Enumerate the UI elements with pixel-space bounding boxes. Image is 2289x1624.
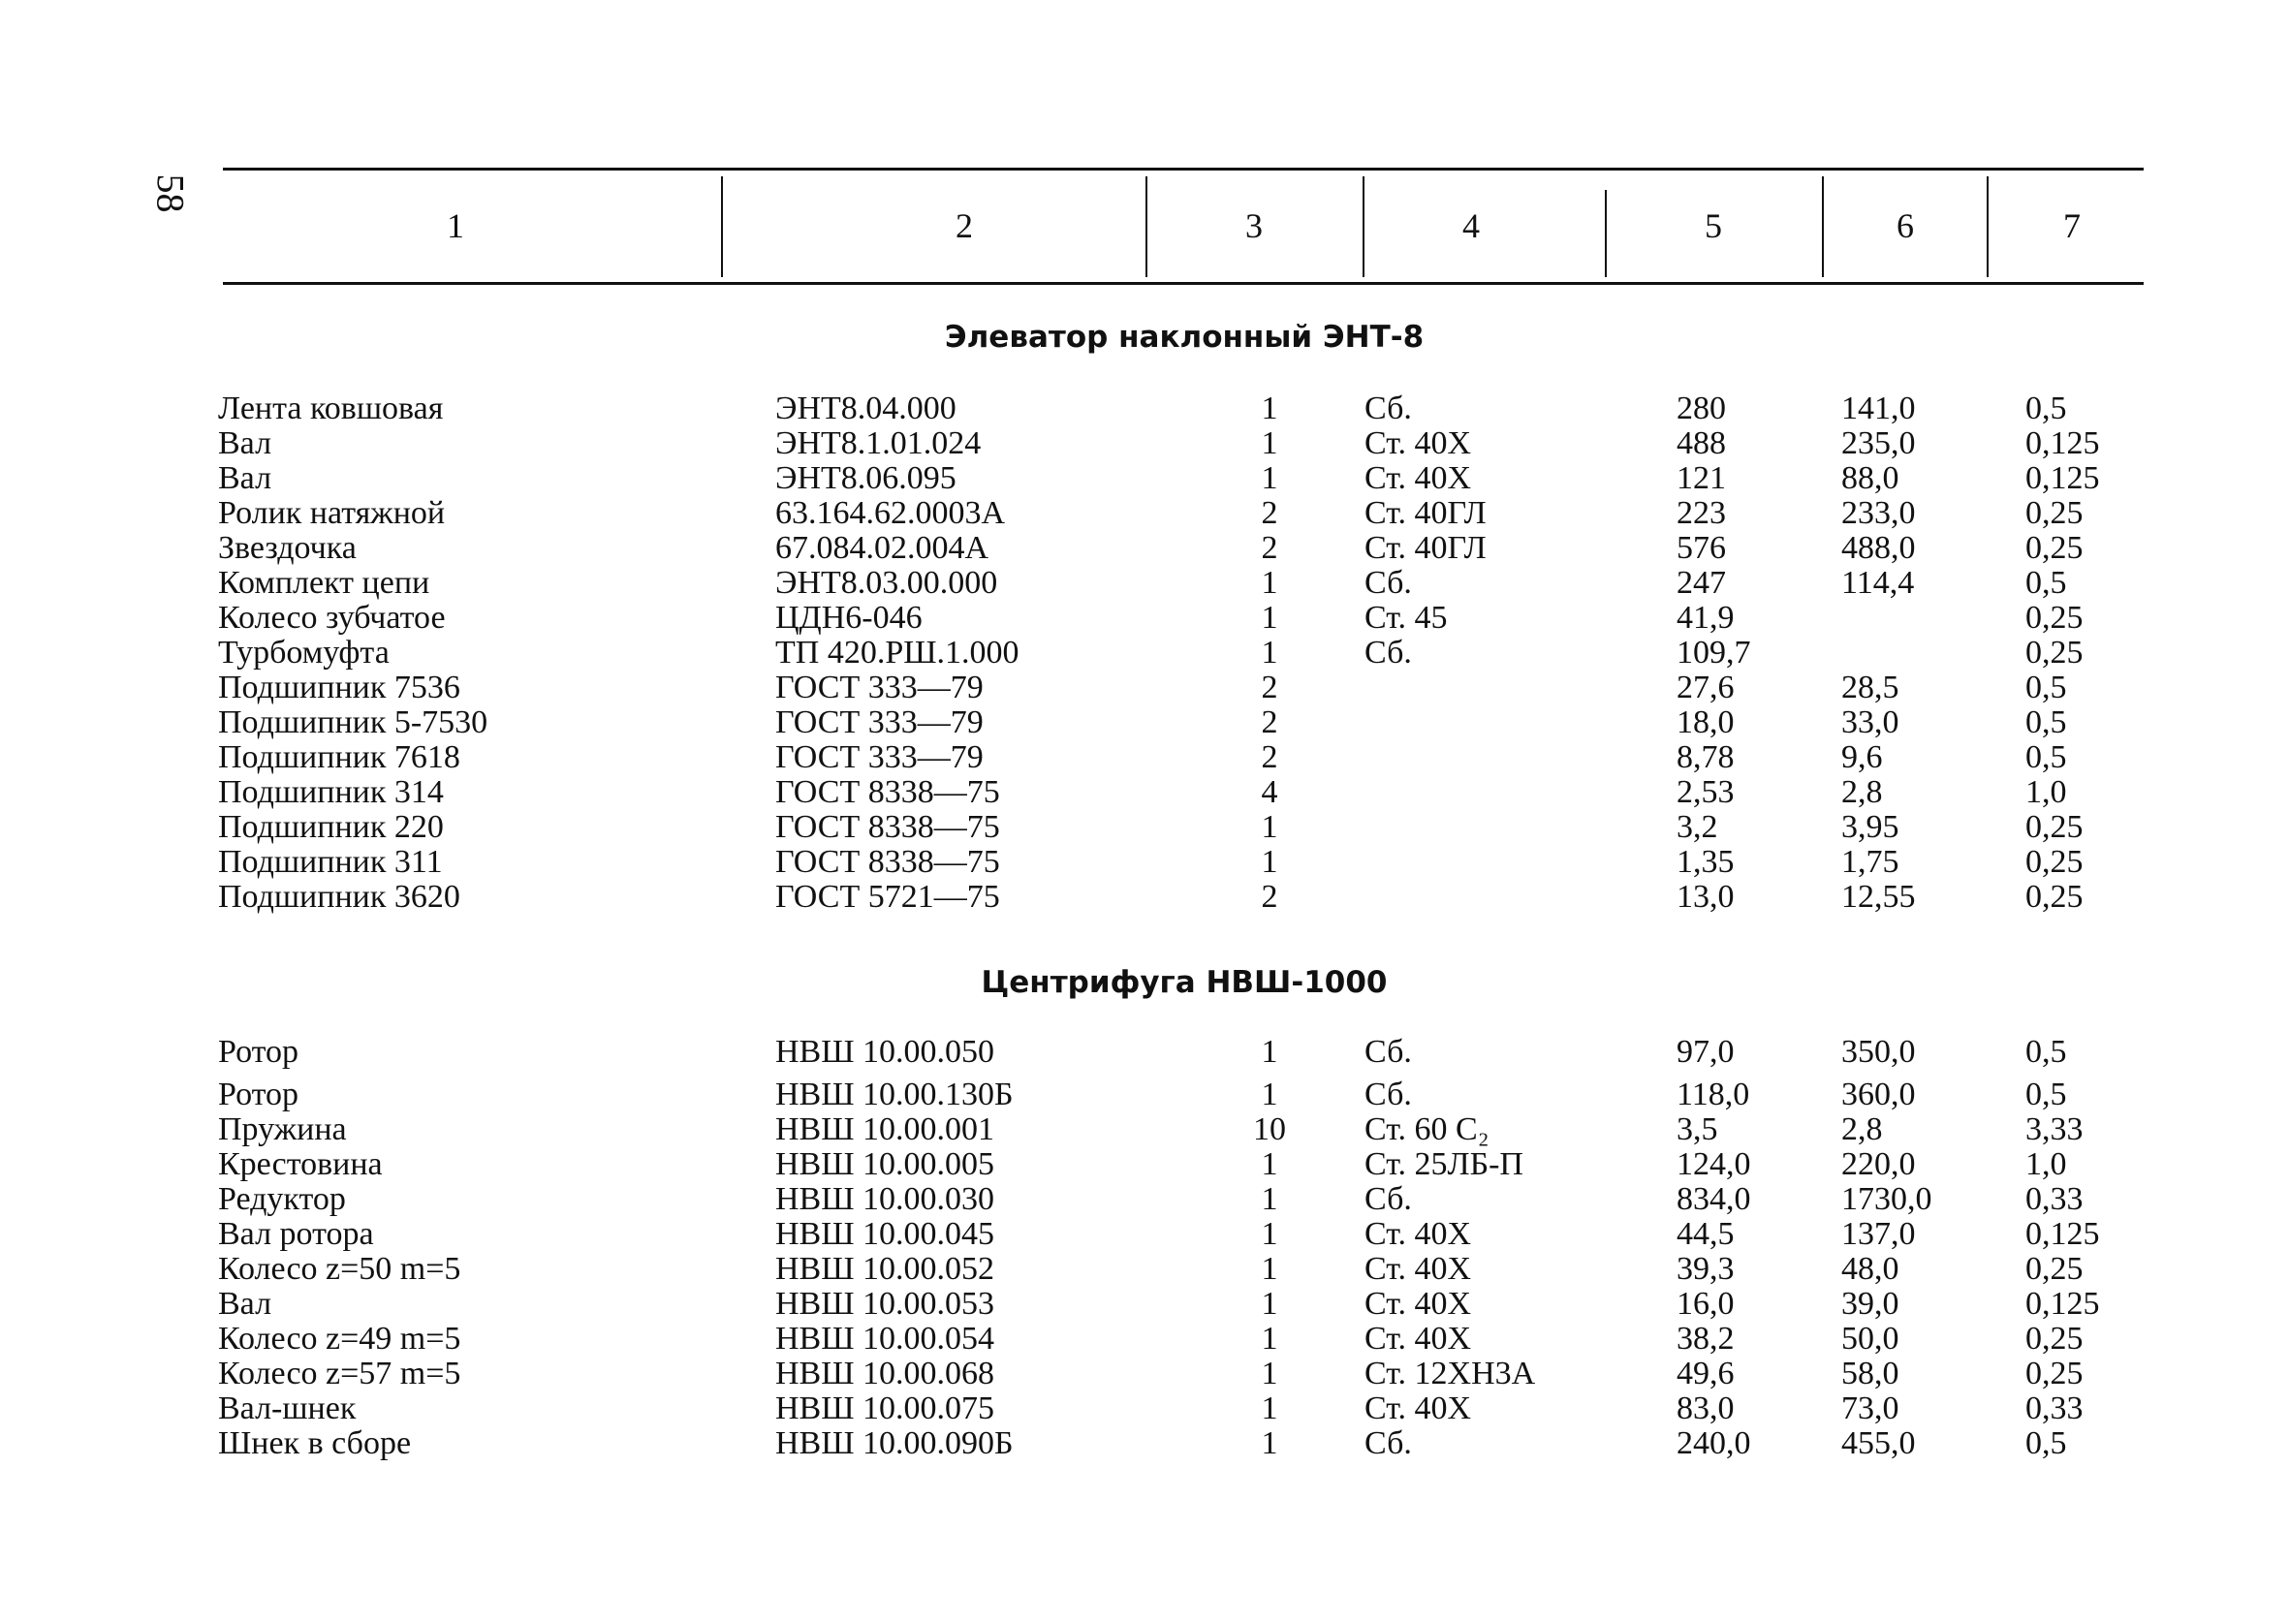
table-cell: 41,9 (1677, 600, 1735, 636)
table-cell: НВШ 10.00.053 (775, 1286, 995, 1322)
table-cell: 13,0 (1677, 879, 1735, 915)
table-cell: 88,0 (1841, 460, 1899, 496)
table-cell: 0,25 (2025, 879, 2084, 915)
table-cell: 455,0 (1841, 1425, 1916, 1461)
table-cell: 2,8 (1841, 1111, 1883, 1147)
table-cell: НВШ 10.00.005 (775, 1146, 995, 1182)
table-cell: 114,4 (1841, 565, 1915, 601)
table-cell: Шнек в сборе (218, 1425, 412, 1461)
quantity-value: 1 (1261, 844, 1278, 880)
table-cell: Ст. 40Х (1364, 1390, 1472, 1426)
table-row (0, 845, 2289, 880)
table-cell: Колесо z=49 m=5 (218, 1321, 461, 1357)
table-row (0, 636, 2289, 671)
table-cell: НВШ 10.00.090Б (775, 1425, 1014, 1461)
table-cell: 27,6 (1677, 670, 1735, 705)
table-cell: 240,0 (1677, 1425, 1751, 1461)
table-cell: 3,2 (1677, 809, 1718, 845)
column-separator (721, 176, 723, 277)
table-cell: 12,55 (1841, 879, 1916, 915)
quantity-value: 1 (1261, 1286, 1278, 1322)
table-cell: 16,0 (1677, 1286, 1735, 1322)
table-cell: Колесо зубчатое (218, 600, 446, 636)
table-cell: НВШ 10.00.030 (775, 1181, 995, 1217)
table-cell: Вал ротора (218, 1216, 374, 1252)
table-cell: 233,0 (1841, 495, 1916, 531)
table-cell: 28,5 (1841, 670, 1899, 705)
column-separator (1987, 176, 1989, 277)
table-cell: НВШ 10.00.050 (775, 1034, 995, 1070)
table-cell: НВШ 10.00.052 (775, 1251, 995, 1287)
table-cell: Сб. (1364, 1034, 1412, 1070)
quantity-value: 2 (1261, 879, 1278, 915)
table-row (0, 705, 2289, 740)
table-cell: 18,0 (1677, 704, 1735, 740)
table-cell: 360,0 (1841, 1077, 1916, 1112)
table-cell: 488,0 (1841, 530, 1916, 566)
table-cell: ГОСТ 8338—75 (775, 809, 1000, 845)
table-cell: 0,5 (2025, 565, 2067, 601)
table-cell: 0,25 (2025, 1251, 2084, 1287)
table-cell: 50,0 (1841, 1321, 1899, 1357)
quantity-value: 1 (1261, 1216, 1278, 1252)
table-cell: Пружина (218, 1111, 347, 1147)
table-cell: Ст. 40Х (1364, 1251, 1472, 1287)
table-row (0, 1147, 2289, 1182)
table-cell: Вал (218, 460, 272, 496)
table-cell: ГОСТ 5721—75 (775, 879, 1000, 915)
table-cell: НВШ 10.00.045 (775, 1216, 995, 1252)
table-cell: 0,25 (2025, 1321, 2084, 1357)
quantity-value: 1 (1261, 565, 1278, 601)
table-cell: Вал (218, 425, 272, 461)
table-cell: 118,0 (1677, 1077, 1750, 1112)
table-cell: Сб. (1364, 565, 1412, 601)
table-cell: ЭНТ8.03.00.000 (775, 565, 998, 601)
quantity-value: 1 (1261, 1356, 1278, 1391)
table-row (0, 1287, 2289, 1322)
table-cell: 0,5 (2025, 390, 2067, 426)
table-cell: ГОСТ 333—79 (775, 704, 984, 740)
quantity-value: 2 (1261, 739, 1278, 775)
column-header: 4 (1462, 206, 1480, 245)
table-cell: Подшипник 3620 (218, 879, 460, 915)
table-cell: Ст. 40Х (1364, 460, 1472, 496)
quantity-value: 1 (1261, 390, 1278, 426)
table-top-rule (223, 168, 2144, 171)
table-cell: 247 (1677, 565, 1726, 601)
table-cell: 1,35 (1677, 844, 1735, 880)
table-cell: Звездочка (218, 530, 357, 566)
table-cell: 67.084.02.004А (775, 530, 989, 566)
table-cell: 137,0 (1841, 1216, 1916, 1252)
table-cell: Подшипник 314 (218, 774, 444, 810)
table-cell: ЭНТ8.06.095 (775, 460, 956, 496)
table-cell: Турбомуфта (218, 635, 390, 671)
table-cell: Ротор (218, 1034, 299, 1070)
quantity-value: 10 (1253, 1111, 1286, 1147)
table-cell: 0,25 (2025, 844, 2084, 880)
table-cell: 0,5 (2025, 1425, 2067, 1461)
table-cell: Крестовина (218, 1146, 383, 1182)
table-cell: Ст. 40Х (1364, 1216, 1472, 1252)
table-cell: 0,25 (2025, 809, 2084, 845)
table-cell: 834,0 (1677, 1181, 1751, 1217)
section-title: Элеватор наклонный ЭНТ-8 (944, 320, 1425, 355)
table-cell: 48,0 (1841, 1251, 1899, 1287)
page-number: 58 (148, 173, 193, 213)
table-cell: 235,0 (1841, 425, 1916, 461)
table-cell: 0,25 (2025, 600, 2084, 636)
table-cell: 0,25 (2025, 635, 2084, 671)
table-cell: 0,5 (2025, 704, 2067, 740)
table-row (0, 1077, 2289, 1112)
table-row (0, 1217, 2289, 1252)
table-cell: Подшипник 7618 (218, 739, 460, 775)
table-row (0, 1182, 2289, 1217)
table-cell: 63.164.62.0003А (775, 495, 1006, 531)
column-header: 2 (956, 206, 973, 245)
table-cell: 39,3 (1677, 1251, 1735, 1287)
quantity-value: 2 (1261, 704, 1278, 740)
table-cell: 3,95 (1841, 809, 1899, 845)
column-header: 6 (1897, 206, 1914, 245)
table-cell: 9,6 (1841, 739, 1883, 775)
table-row (0, 880, 2289, 915)
table-row (0, 1391, 2289, 1426)
table-cell: 3,33 (2025, 1111, 2084, 1147)
quantity-value: 2 (1261, 495, 1278, 531)
table-header-bottom-rule (223, 282, 2144, 285)
column-separator (1822, 176, 1824, 277)
table-cell: ГОСТ 8338—75 (775, 844, 1000, 880)
column-header: 5 (1705, 206, 1722, 245)
table-cell: Ст. 40ГЛ (1364, 530, 1487, 566)
table-cell: 0,33 (2025, 1390, 2084, 1426)
table-cell: 0,25 (2025, 1356, 2084, 1391)
table-cell: 2,53 (1677, 774, 1735, 810)
table-cell: 121 (1677, 460, 1726, 496)
table-cell: 0,25 (2025, 530, 2084, 566)
quantity-value: 1 (1261, 1146, 1278, 1182)
table-row (0, 1112, 2289, 1147)
table-cell: ЦДН6-046 (775, 600, 923, 636)
table-row (0, 566, 2289, 601)
table-cell: Подшипник 311 (218, 844, 443, 880)
table-cell: 124,0 (1677, 1146, 1751, 1182)
quantity-value: 1 (1261, 425, 1278, 461)
table-cell: Сб. (1364, 1181, 1412, 1217)
table-cell: ЭНТ8.1.01.024 (775, 425, 982, 461)
table-cell: 0,5 (2025, 1077, 2067, 1112)
table-cell: 1,75 (1841, 844, 1899, 880)
quantity-value: 4 (1261, 774, 1278, 810)
table-cell: Ролик натяжной (218, 495, 446, 531)
table-row (0, 531, 2289, 566)
quantity-value: 1 (1261, 1251, 1278, 1287)
table-cell: Колесо z=57 m=5 (218, 1356, 461, 1391)
table-cell: 49,6 (1677, 1356, 1735, 1391)
table-cell: 38,2 (1677, 1321, 1735, 1357)
table-cell: Ротор (218, 1077, 299, 1112)
table-cell: ГОСТ 333—79 (775, 739, 984, 775)
table-cell: 1,0 (2025, 1146, 2067, 1182)
table-cell: Колесо z=50 m=5 (218, 1251, 461, 1287)
table-cell: 73,0 (1841, 1390, 1899, 1426)
quantity-value: 1 (1261, 1390, 1278, 1426)
table-cell: Подшипник 220 (218, 809, 444, 845)
table-cell: 0,125 (2025, 425, 2100, 461)
quantity-value: 2 (1261, 670, 1278, 705)
table-cell: 0,5 (2025, 670, 2067, 705)
table-cell: 97,0 (1677, 1034, 1735, 1070)
table-cell: 0,125 (2025, 460, 2100, 496)
table-row (0, 810, 2289, 845)
table-cell: 220,0 (1841, 1146, 1916, 1182)
column-header: 1 (447, 206, 464, 245)
table-cell: НВШ 10.00.054 (775, 1321, 995, 1357)
table-cell: НВШ 10.00.001 (775, 1111, 995, 1147)
table-cell: 83,0 (1677, 1390, 1735, 1426)
table-cell: ГОСТ 333—79 (775, 670, 984, 705)
table-cell: 0,25 (2025, 495, 2084, 531)
column-header: 7 (2063, 206, 2081, 245)
table-cell: Ст. 40Х (1364, 1321, 1472, 1357)
table-cell: Ст. 40Х (1364, 425, 1472, 461)
table-cell: 58,0 (1841, 1356, 1899, 1391)
quantity-value: 1 (1261, 1321, 1278, 1357)
table-row (0, 775, 2289, 810)
quantity-value: 1 (1261, 1425, 1278, 1461)
table-cell: Лента ковшовая (218, 390, 444, 426)
table-cell: Подшипник 7536 (218, 670, 460, 705)
table-row (0, 391, 2289, 426)
table-cell: Сб. (1364, 390, 1412, 426)
table-cell: ТП 420.РШ.1.000 (775, 635, 1019, 671)
table-cell: Ст. 60 С₂ (1364, 1111, 1489, 1147)
table-cell: 33,0 (1841, 704, 1899, 740)
table-cell: Ст. 12ХН3А (1364, 1356, 1536, 1391)
table-row (0, 1426, 2289, 1461)
table-cell: Ст. 45 (1364, 600, 1448, 636)
table-cell: Подшипник 5-7530 (218, 704, 488, 740)
column-separator (1363, 176, 1364, 277)
table-row (0, 426, 2289, 461)
table-row (0, 1322, 2289, 1357)
table-cell: 0,33 (2025, 1181, 2084, 1217)
column-header: 3 (1245, 206, 1263, 245)
table-cell: 39,0 (1841, 1286, 1899, 1322)
quantity-value: 1 (1261, 460, 1278, 496)
table-row (0, 461, 2289, 496)
column-separator (1605, 190, 1607, 277)
table-cell: 280 (1677, 390, 1726, 426)
table-cell: 44,5 (1677, 1216, 1735, 1252)
table-cell: 0,5 (2025, 1034, 2067, 1070)
table-cell: Сб. (1364, 635, 1412, 671)
table-cell: Сб. (1364, 1077, 1412, 1112)
table-cell: 1,0 (2025, 774, 2067, 810)
table-row (0, 601, 2289, 636)
table-cell: 0,125 (2025, 1286, 2100, 1322)
table-cell: Вал (218, 1286, 272, 1322)
table-cell: НВШ 10.00.068 (775, 1356, 995, 1391)
table-cell: Редуктор (218, 1181, 346, 1217)
table-cell: 0,5 (2025, 739, 2067, 775)
table-row (0, 671, 2289, 705)
table-row (0, 1252, 2289, 1287)
table-cell: ЭНТ8.04.000 (775, 390, 956, 426)
table-cell: 223 (1677, 495, 1726, 531)
table-cell: 0,125 (2025, 1216, 2100, 1252)
table-cell: ГОСТ 8338—75 (775, 774, 1000, 810)
section-title: Центрифуга НВШ-1000 (981, 965, 1388, 1000)
table-row (0, 740, 2289, 775)
table-cell: 2,8 (1841, 774, 1883, 810)
quantity-value: 1 (1261, 809, 1278, 845)
quantity-value: 1 (1261, 1181, 1278, 1217)
table-cell: Ст. 40ГЛ (1364, 495, 1487, 531)
quantity-value: 1 (1261, 635, 1278, 671)
table-cell: НВШ 10.00.075 (775, 1390, 995, 1426)
table-cell: Сб. (1364, 1425, 1412, 1461)
table-cell: 576 (1677, 530, 1726, 566)
column-separator (1145, 176, 1147, 277)
table-cell: 109,7 (1677, 635, 1751, 671)
table-cell: НВШ 10.00.130Б (775, 1077, 1014, 1112)
quantity-value: 1 (1261, 1034, 1278, 1070)
table-cell: Вал-шнек (218, 1390, 357, 1426)
table-row (0, 1035, 2289, 1070)
table-cell: Комплект цепи (218, 565, 430, 601)
table-cell: 141,0 (1841, 390, 1916, 426)
table-cell: 488 (1677, 425, 1726, 461)
quantity-value: 1 (1261, 600, 1278, 636)
table-cell: 3,5 (1677, 1111, 1718, 1147)
table-cell: Ст. 25ЛБ-П (1364, 1146, 1523, 1182)
quantity-value: 2 (1261, 530, 1278, 566)
table-cell: 8,78 (1677, 739, 1735, 775)
table-cell: 350,0 (1841, 1034, 1916, 1070)
table-row (0, 1357, 2289, 1391)
table-row (0, 496, 2289, 531)
quantity-value: 1 (1261, 1077, 1278, 1112)
table-cell: Ст. 40Х (1364, 1286, 1472, 1322)
table-cell: 1730,0 (1841, 1181, 1932, 1217)
